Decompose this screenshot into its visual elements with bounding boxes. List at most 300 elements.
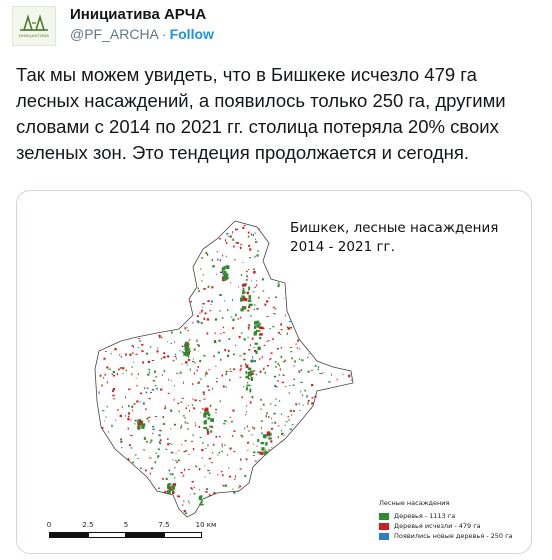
tree-pixel bbox=[117, 373, 118, 375]
tree-pixel bbox=[232, 239, 234, 241]
tree-pixel bbox=[157, 455, 159, 457]
tree-pixel bbox=[254, 428, 256, 430]
tree-pixel bbox=[289, 321, 291, 322]
tree-pixel bbox=[188, 405, 189, 406]
tree-pixel bbox=[195, 422, 196, 423]
tree-pixel bbox=[257, 439, 259, 442]
map-title-line1: Бишкек, лесные насаждения bbox=[290, 220, 499, 236]
tree-pixel bbox=[235, 314, 237, 316]
tree-pixel bbox=[111, 353, 112, 355]
tree-pixel bbox=[256, 374, 258, 375]
tree-pixel bbox=[250, 371, 253, 373]
tree-pixel bbox=[269, 328, 271, 329]
tree-pixel bbox=[279, 374, 280, 376]
tree-pixel bbox=[207, 300, 209, 302]
separator-dot: · bbox=[161, 26, 167, 42]
tree-pixel bbox=[249, 257, 251, 258]
tree-pixel bbox=[243, 386, 244, 387]
tree-pixel bbox=[247, 385, 251, 387]
tree-pixel bbox=[250, 316, 252, 317]
tree-pixel bbox=[140, 401, 141, 402]
tree-pixel bbox=[200, 312, 201, 314]
tree-pixel bbox=[220, 272, 222, 274]
tree-pixel bbox=[235, 475, 236, 477]
tree-pixel bbox=[204, 318, 206, 320]
tree-pixel bbox=[268, 297, 270, 298]
archa-logo-icon bbox=[18, 14, 50, 32]
tree-pixel bbox=[130, 435, 132, 436]
tree-pixel bbox=[217, 251, 218, 252]
account-handle[interactable]: @PF_ARCHA bbox=[70, 26, 159, 42]
tree-pixel bbox=[135, 420, 137, 422]
tree-pixel bbox=[154, 429, 155, 431]
tree-pixel bbox=[198, 351, 199, 352]
tree-pixel bbox=[223, 423, 225, 424]
tree-pixel bbox=[135, 354, 137, 355]
tree-pixel bbox=[351, 373, 352, 374]
tree-pixel bbox=[272, 338, 274, 340]
tree-pixel bbox=[248, 373, 251, 375]
tree-pixel bbox=[136, 378, 137, 379]
tree-pixel bbox=[281, 433, 283, 435]
tree-pixel bbox=[174, 356, 176, 357]
tree-pixel bbox=[295, 403, 297, 405]
tree-pixel bbox=[222, 255, 223, 257]
tree-pixel bbox=[254, 233, 256, 234]
tree-pixel bbox=[311, 384, 312, 386]
tree-pixel bbox=[155, 416, 157, 417]
tree-pixel bbox=[213, 355, 215, 357]
tree-pixel bbox=[101, 427, 103, 429]
tree-pixel bbox=[187, 330, 189, 332]
tree-pixel bbox=[197, 320, 199, 322]
tree-pixel bbox=[219, 436, 221, 437]
tree-pixel bbox=[260, 333, 263, 335]
tree-pixel bbox=[261, 421, 263, 422]
tree-pixel bbox=[289, 392, 290, 393]
tree-pixel bbox=[248, 430, 249, 432]
tree-pixel bbox=[248, 287, 250, 291]
tree-pixel bbox=[271, 447, 272, 448]
map-title-line2: 2014 - 2021 гг. bbox=[290, 239, 395, 255]
tree-pixel bbox=[279, 284, 280, 285]
tree-pixel bbox=[244, 427, 245, 429]
tree-pixel bbox=[290, 347, 292, 348]
tree-pixel bbox=[163, 356, 165, 358]
tree-pixel bbox=[270, 353, 272, 354]
tree-pixel bbox=[215, 332, 216, 334]
tree-pixel bbox=[160, 389, 162, 391]
tree-pixel bbox=[247, 310, 249, 312]
tree-pixel bbox=[248, 337, 249, 339]
tree-pixel bbox=[271, 428, 273, 430]
avatar[interactable] bbox=[12, 6, 56, 46]
tree-pixel bbox=[246, 458, 248, 460]
tree-pixel bbox=[215, 318, 217, 320]
tree-pixel bbox=[267, 365, 269, 367]
tree-pixel bbox=[180, 402, 182, 403]
tree-pixel bbox=[248, 349, 250, 350]
tree-pixel bbox=[196, 340, 197, 342]
tree-pixel bbox=[298, 371, 300, 373]
tree-pixel bbox=[107, 406, 108, 407]
tree-pixel bbox=[207, 254, 208, 256]
tree-pixel bbox=[276, 398, 277, 400]
tree-pixel bbox=[128, 458, 130, 460]
tree-pixel bbox=[237, 318, 239, 319]
tree-pixel bbox=[152, 426, 154, 427]
tree-pixel bbox=[217, 454, 218, 455]
tree-pixel bbox=[266, 412, 268, 414]
tree-pixel bbox=[148, 417, 150, 418]
tree-pixel bbox=[138, 373, 139, 375]
tree-pixel bbox=[288, 419, 290, 420]
tree-pixel bbox=[221, 451, 222, 453]
follow-button[interactable]: Follow bbox=[169, 26, 214, 42]
tree-pixel bbox=[235, 228, 236, 230]
tree-pixel bbox=[146, 392, 148, 394]
tree-pixel bbox=[250, 360, 253, 362]
tree-pixel bbox=[217, 259, 219, 261]
legend-item-trees bbox=[379, 511, 529, 521]
tree-pixel bbox=[314, 396, 315, 397]
tree-pixel bbox=[253, 347, 254, 348]
map-image-card[interactable] bbox=[16, 190, 532, 554]
tree-pixel bbox=[167, 341, 168, 342]
tree-pixel bbox=[210, 473, 211, 474]
tree-pixel bbox=[193, 448, 194, 450]
tree-pixel bbox=[136, 385, 137, 386]
tree-pixel bbox=[194, 486, 195, 488]
tree-pixel bbox=[224, 444, 225, 446]
tree-pixel bbox=[117, 409, 118, 411]
scale-tick-label: 7.5 bbox=[158, 521, 170, 529]
tree-pixel bbox=[299, 358, 300, 360]
tree-pixel bbox=[240, 368, 242, 369]
tree-pixel bbox=[114, 348, 116, 350]
tree-pixel bbox=[189, 410, 190, 412]
tree-pixel bbox=[230, 417, 232, 418]
tree-pixel bbox=[267, 431, 270, 435]
tree-pixel bbox=[249, 291, 250, 292]
tree-pixel bbox=[219, 294, 221, 296]
tree-pixel bbox=[235, 345, 236, 346]
tree-pixel bbox=[187, 423, 189, 424]
tree-pixel bbox=[207, 431, 209, 435]
tree-pixel bbox=[223, 332, 225, 333]
tree-pixel bbox=[300, 382, 302, 383]
tree-pixel bbox=[256, 254, 258, 256]
tree-pixel bbox=[148, 361, 150, 363]
tree-pixel bbox=[215, 412, 216, 413]
tree-pixel bbox=[233, 246, 235, 248]
tree-pixel bbox=[225, 275, 228, 277]
tweet-text: Так мы можем увидеть, что в Бишкеке исчезло 479 га лесных насаждений, а появилось только 250 га, другими словами с 2014 по 2021 гг. столица потеряла 20% своих зеленых зон. Это тендеция продолжается и сегодня. bbox=[16, 64, 506, 163]
tree-pixel bbox=[258, 347, 261, 350]
tree-pixel bbox=[246, 371, 248, 374]
tree-pixel bbox=[222, 444, 223, 446]
tree-pixel bbox=[222, 317, 224, 319]
tree-pixel bbox=[105, 417, 107, 418]
tree-pixel bbox=[142, 361, 144, 363]
tree-pixel bbox=[251, 280, 252, 281]
tree-pixel bbox=[138, 347, 139, 348]
tree-pixel bbox=[137, 426, 139, 429]
tree-pixel bbox=[112, 395, 114, 397]
tree-pixel bbox=[130, 419, 131, 420]
tree-pixel bbox=[281, 356, 283, 358]
tree-pixel bbox=[285, 425, 286, 426]
tree-pixel bbox=[254, 271, 256, 273]
tree-pixel bbox=[121, 447, 122, 448]
tree-pixel bbox=[226, 373, 228, 375]
tree-pixel bbox=[232, 489, 233, 490]
tree-pixel bbox=[198, 288, 199, 289]
tree-pixel bbox=[251, 434, 253, 435]
tree-pixel bbox=[189, 339, 191, 340]
tree-pixel bbox=[171, 444, 172, 445]
tree-pixel bbox=[230, 283, 231, 284]
tree-pixel bbox=[227, 454, 228, 455]
tree-pixel bbox=[214, 340, 216, 342]
tree-pixel bbox=[194, 349, 196, 351]
tree-pixel bbox=[148, 398, 150, 399]
tree-pixel bbox=[169, 443, 171, 444]
tree-pixel bbox=[263, 290, 264, 292]
tree-pixel bbox=[136, 400, 138, 402]
tree-pixel bbox=[246, 271, 248, 272]
tree-pixel bbox=[259, 323, 261, 326]
tree-pixel bbox=[150, 392, 152, 393]
tree-pixel bbox=[272, 326, 274, 327]
scale-segment bbox=[88, 532, 126, 538]
tree-pixel bbox=[164, 491, 166, 493]
tree-pixel bbox=[206, 488, 208, 490]
tree-pixel bbox=[159, 441, 160, 443]
tree-pixel bbox=[176, 453, 177, 454]
tree-pixel bbox=[241, 274, 242, 276]
tree-pixel bbox=[282, 382, 284, 383]
tree-pixel bbox=[125, 396, 126, 398]
tree-pixel bbox=[247, 442, 249, 444]
tree-pixel bbox=[182, 398, 184, 399]
tree-pixel bbox=[279, 400, 280, 402]
tree-pixel bbox=[202, 457, 203, 459]
tree-pixel bbox=[174, 341, 175, 343]
tree-pixel bbox=[162, 478, 164, 480]
tree-pixel bbox=[248, 269, 249, 270]
tree-pixel bbox=[158, 448, 160, 450]
tree-pixel bbox=[253, 370, 255, 371]
tree-pixel bbox=[212, 452, 213, 453]
tree-pixel bbox=[145, 408, 147, 410]
tree-pixel bbox=[226, 371, 227, 373]
tree-pixel bbox=[155, 461, 157, 463]
tree-pixel bbox=[232, 410, 234, 412]
tree-pixel bbox=[238, 487, 239, 489]
tree-pixel bbox=[207, 318, 209, 320]
tree-pixel bbox=[239, 355, 241, 356]
tree-pixel bbox=[177, 403, 179, 405]
tree-pixel bbox=[290, 351, 292, 352]
tree-pixel bbox=[205, 491, 207, 493]
tree-pixel bbox=[220, 259, 221, 261]
tree-pixel bbox=[193, 398, 194, 399]
tree-pixel bbox=[125, 353, 127, 355]
tree-pixel bbox=[207, 444, 208, 446]
tree-pixel bbox=[254, 309, 255, 310]
tree-pixel bbox=[106, 366, 108, 368]
tree-pixel bbox=[248, 324, 250, 326]
tree-pixel bbox=[138, 338, 140, 339]
tree-pixel bbox=[176, 373, 178, 374]
tree-pixel bbox=[249, 304, 253, 306]
tree-pixel bbox=[255, 256, 256, 258]
tree-pixel bbox=[211, 300, 213, 302]
tree-pixel bbox=[132, 462, 134, 464]
tree-pixel bbox=[163, 352, 165, 354]
tree-pixel bbox=[245, 414, 246, 416]
tree-pixel bbox=[192, 488, 193, 490]
tree-pixel bbox=[132, 406, 134, 407]
tree-pixel bbox=[253, 452, 255, 454]
legend-label: Появились новые деревья - 250 га bbox=[394, 532, 513, 540]
tree-pixel bbox=[151, 468, 153, 470]
tree-pixel bbox=[291, 357, 292, 359]
tree-pixel bbox=[137, 458, 139, 459]
tree-pixel bbox=[199, 489, 200, 490]
tree-pixel bbox=[135, 455, 137, 456]
tree-pixel bbox=[120, 441, 122, 443]
tree-pixel bbox=[243, 262, 244, 263]
tree-pixel bbox=[299, 410, 301, 411]
tree-pixel bbox=[101, 384, 102, 386]
tree-pixel bbox=[246, 275, 248, 277]
legend-swatch bbox=[379, 513, 389, 520]
tree-pixel bbox=[132, 345, 134, 346]
legend-title: Лесные насаждения bbox=[379, 499, 450, 507]
tree-pixel bbox=[215, 409, 217, 411]
tree-pixel bbox=[201, 310, 203, 311]
tree-pixel bbox=[191, 441, 193, 442]
tree-pixel bbox=[277, 283, 279, 284]
tree-pixel bbox=[293, 365, 294, 366]
tree-pixel bbox=[236, 229, 238, 231]
tree-pixel bbox=[189, 351, 191, 352]
tree-pixel bbox=[285, 314, 286, 315]
tree-pixel bbox=[182, 505, 184, 506]
tree-pixel bbox=[248, 327, 250, 329]
tree-pixel bbox=[209, 494, 211, 495]
tree-pixel bbox=[185, 350, 187, 353]
tree-pixel bbox=[194, 372, 195, 374]
tree-pixel bbox=[199, 468, 200, 470]
tree-pixel bbox=[257, 250, 259, 251]
tree-pixel bbox=[165, 406, 166, 408]
tree-pixel bbox=[261, 427, 262, 429]
tree-pixel bbox=[242, 290, 245, 294]
tree-pixel bbox=[193, 434, 194, 436]
tree-pixel bbox=[168, 379, 169, 381]
tree-pixel bbox=[275, 405, 277, 406]
tree-pixel bbox=[247, 450, 248, 451]
tree-pixel bbox=[275, 297, 277, 298]
account-name[interactable]: Инициатива АРЧА bbox=[70, 6, 207, 23]
tree-pixel bbox=[204, 421, 207, 424]
tree-pixel bbox=[154, 371, 156, 373]
tree-pixel bbox=[223, 386, 225, 388]
tree-pixel bbox=[263, 404, 265, 406]
tree-pixel bbox=[263, 434, 267, 438]
tree-pixel bbox=[246, 279, 248, 280]
tree-pixel bbox=[251, 377, 253, 381]
tree-pixel bbox=[190, 368, 191, 370]
tree-pixel bbox=[203, 414, 206, 417]
tree-pixel bbox=[249, 295, 252, 299]
tree-pixel bbox=[120, 367, 122, 369]
tree-pixel bbox=[158, 488, 160, 489]
tree-pixel bbox=[170, 410, 172, 412]
tree-pixel bbox=[181, 425, 182, 427]
tree-pixel bbox=[250, 344, 251, 346]
tree-pixel bbox=[323, 372, 324, 373]
tree-pixel bbox=[133, 362, 134, 363]
tree-pixel bbox=[226, 233, 228, 235]
scale-tick-label: 10 км bbox=[195, 521, 217, 529]
tree-pixel bbox=[242, 227, 244, 229]
tree-pixel bbox=[201, 311, 202, 313]
tree-pixel bbox=[183, 415, 185, 417]
tree-pixel bbox=[226, 387, 227, 388]
tree-pixel bbox=[248, 306, 250, 308]
tree-pixel bbox=[172, 459, 173, 460]
tree-pixel bbox=[300, 391, 301, 393]
tree-pixel bbox=[139, 340, 141, 342]
tree-pixel bbox=[266, 451, 268, 454]
tree-pixel bbox=[103, 377, 104, 379]
tree-pixel bbox=[226, 256, 227, 258]
tree-pixel bbox=[251, 233, 252, 235]
tree-pixel bbox=[285, 316, 286, 317]
tree-pixel bbox=[163, 416, 164, 418]
tree-pixel bbox=[203, 355, 205, 356]
scale-bar bbox=[44, 521, 217, 549]
tree-pixel bbox=[176, 358, 177, 360]
tree-pixel bbox=[266, 300, 268, 302]
tree-pixel bbox=[243, 288, 245, 291]
tree-pixel bbox=[204, 412, 208, 414]
tree-pixel bbox=[140, 393, 142, 395]
tree-pixel bbox=[125, 415, 126, 416]
tree-pixel bbox=[222, 446, 223, 447]
tree-pixel bbox=[293, 410, 295, 412]
tree-pixel bbox=[185, 450, 187, 452]
tree-pixel bbox=[245, 475, 246, 477]
tree-pixel bbox=[248, 368, 251, 370]
tree-pixel bbox=[337, 379, 338, 381]
tree-pixel bbox=[266, 442, 268, 445]
tree-pixel bbox=[153, 380, 155, 381]
tree-pixel bbox=[161, 431, 162, 432]
tree-pixel bbox=[244, 338, 246, 340]
tree-pixel bbox=[275, 308, 277, 309]
tree-pixel bbox=[307, 357, 308, 358]
tree-pixel bbox=[131, 367, 133, 368]
tree-pixel bbox=[163, 423, 165, 425]
tree-pixel bbox=[311, 402, 313, 404]
tree-pixel bbox=[141, 350, 143, 352]
tree-pixel bbox=[288, 328, 290, 330]
